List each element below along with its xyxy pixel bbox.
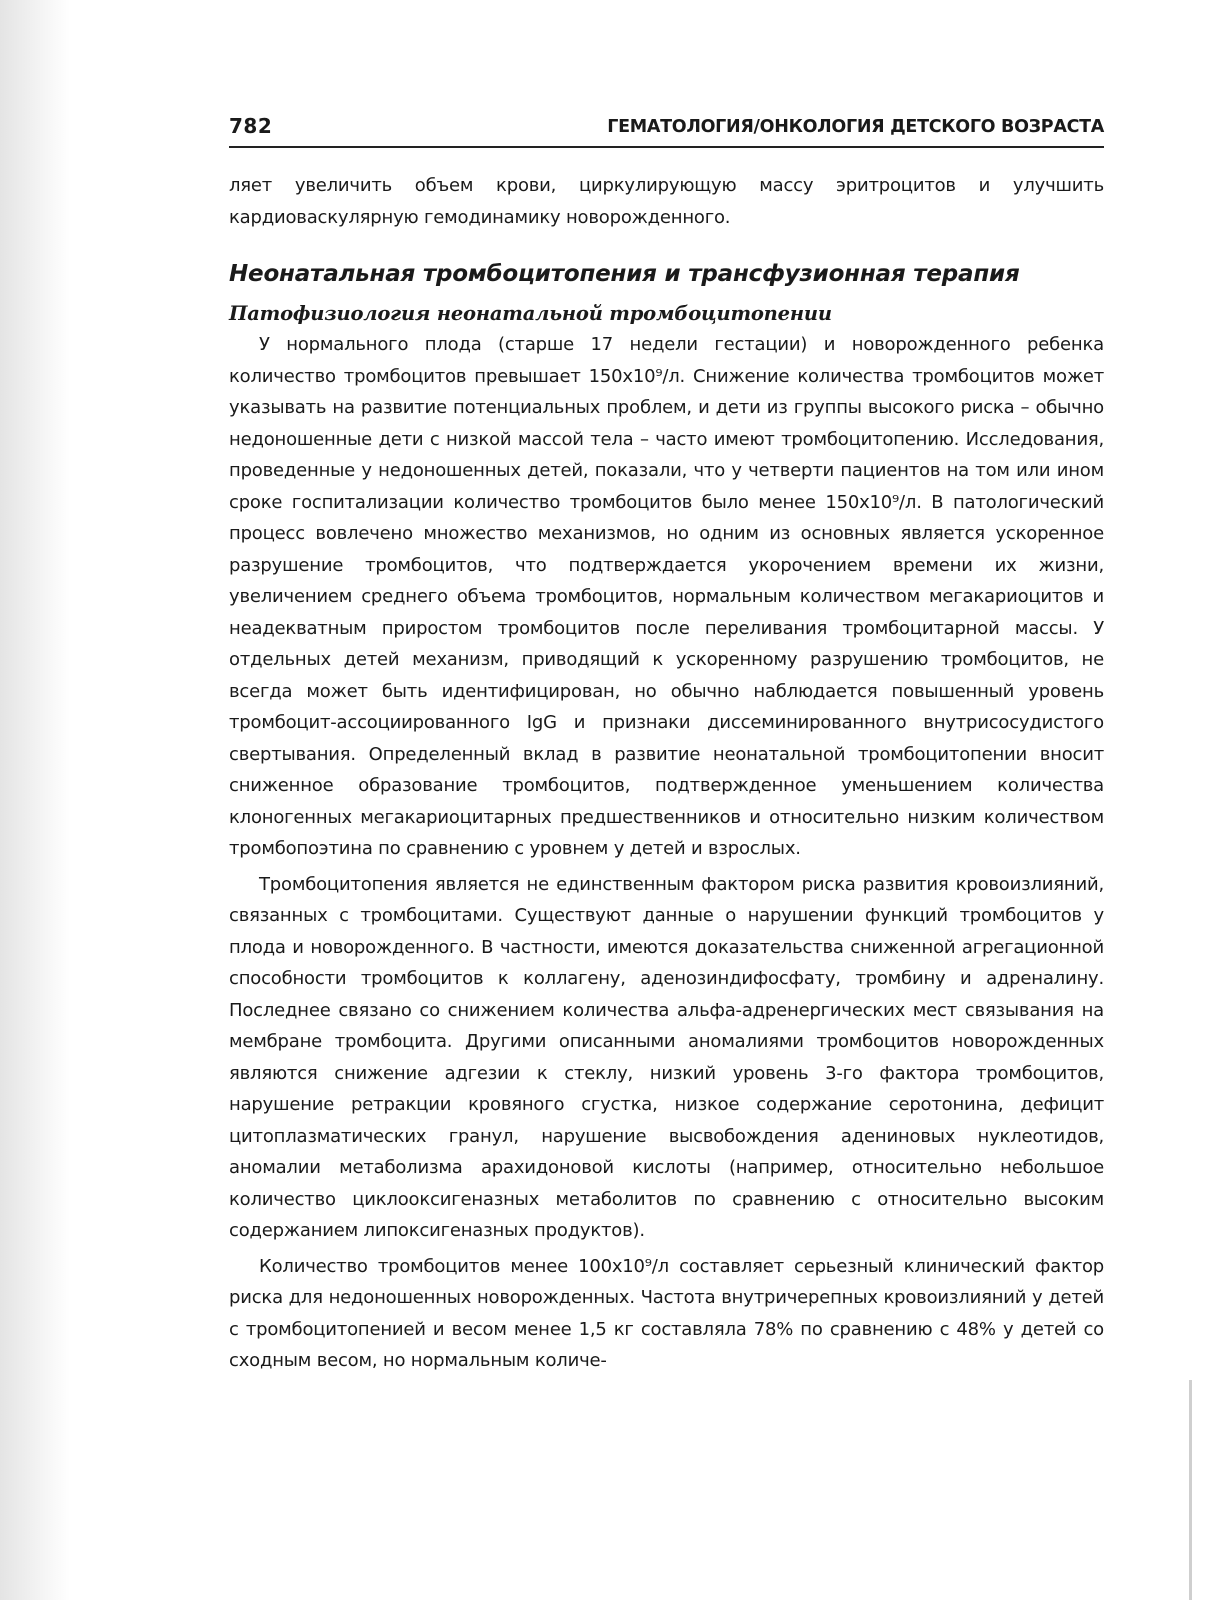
- page-number: 782: [229, 114, 273, 138]
- body-paragraph-3: Количество тромбоцитов менее 100х10⁹/л составляет серьезный клинический фактор риска для недоношенных новорожденных. Частота внутричерепных кровоизлияний у детей с тромбоцитопенией и весом менее 1,5 кг составляла 78% по сравнению с 48% у детей со сходным весом, но нормальным количе-: [229, 1255, 1104, 1371]
- body-paragraph-1: У нормального плода (старше 17 недели гестации) и новорожденного ребенка количество тромбоцитов превышает 150х10⁹/л. Снижение количества тромбоцитов может указывать на развитие потенциальных проблем, и дети из группы высокого риска – обычно недоношенные дети с низкой массой тела – часто имеют тромбоцитопению. Исследования, проведенные у недоношенных детей, показали, что у четверти пациентов на том или ином сроке госпитализации количество тромбоцитов было менее 150х10⁹/л. В патологический процесс вовлечено множество механизмов, но одним из основных является ускоренное разрушение тромбоцитов, что подтверждается укорочением времени их жизни, увеличением среднего объема тромбоцитов, нормальным количеством мегакариоцитов и неадекватным приростом тромбоцитов после переливания тромбоцитарной массы. У отдельных детей механизм, приводящий к ускоренному разрушению тромбоцитов, не всегда может быть идентифицирован, но обычно наблюдается повышенный уровень тромбоцит-ассоциированного IgG и признаки диссеминированного внутрисосудистого свертывания. Определенный вклад в развитие неонатальной тромбоцитопении вносит сниженное образование тромбоцитов, подтвержденное уменьшением количества клоногенных мегакариоцитарных предшественников и относительно низким количеством тромбопоэтина по сравнению с уровнем у детей и взрослых.: [229, 334, 1104, 859]
- page-shadow: [0, 0, 70, 1600]
- page-edge: [1189, 1380, 1192, 1600]
- running-head: ГЕМАТОЛОГИЯ/ОНКОЛОГИЯ ДЕТСКОГО ВОЗРАСТА: [607, 117, 1104, 137]
- section-heading: Неонатальная тромбоцитопения и трансфузионная терапия: [229, 261, 1020, 287]
- page-header: [229, 112, 1104, 148]
- page-body: [229, 170, 1104, 1377]
- subsection-heading: Патофизиология неонатальной тромбоцитопении: [229, 302, 832, 325]
- body-paragraph-2: Тромбоцитопения является не единственным фактором риска развития кровоизлияний, связанных с тромбоцитами. Существуют данные о нарушении функций тромбоцитов у плода и новорожденного. В частности, имеются доказательства сниженной агрегационной способности тромбоцитов к коллагену, аденозиндифосфату, тромбину и адреналину. Последнее связано со снижением количества альфа-адренергических мест связывания на мембране тромбоцита. Другими описанными аномалиями тромбоцитов новорожденных являются снижение адгезии к стеклу, низкий уровень 3-го фактора тромбоцитов, нарушение ретракции кровяного сгустка, низкое содержание серотонина, дефицит цитоплазматических гранул, нарушение высвобождения адениновых нуклеотидов, аномалии метаболизма арахидоновой кислоты (например, относительно небольшое количество циклооксигеназных метаболитов по сравнению с относительно высоким содержанием липоксигеназных продуктов).: [229, 873, 1104, 1241]
- intro-paragraph: ляет увеличить объем крови, циркулирующую массу эритроцитов и улучшить кардиоваскулярную гемодинамику новорожденного.: [229, 175, 1104, 228]
